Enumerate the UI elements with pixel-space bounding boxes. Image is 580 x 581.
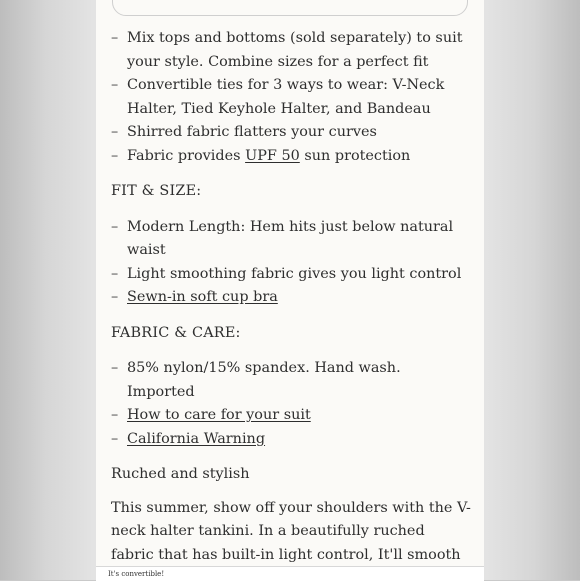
- fit-item: [111, 286, 471, 310]
- sewn-in-bra-link[interactable]: Sewn-in soft cup bra: [127, 289, 278, 305]
- description-content: [111, 27, 471, 566]
- fabric-care-heading: FABRIC & CARE:: [111, 324, 241, 341]
- description-body: This summer, show off your shoulders with the V-neck halter tankini. In a beautifully ruched fabric that has built-in light control, It'll smooth: [111, 499, 471, 563]
- feature-item-upf: [111, 145, 471, 169]
- caption-bar: [96, 566, 484, 581]
- fit-item: [111, 216, 471, 263]
- feature-item-ties: [111, 74, 471, 121]
- care-item: [111, 404, 471, 428]
- fabric-care-list: [111, 357, 471, 451]
- feature-item-shirred: [111, 121, 471, 145]
- feature-text: Shirred fabric flatters your curves: [127, 124, 377, 140]
- product-description-panel: [96, 0, 484, 566]
- feature-text: Convertible ties for 3 ways to wear: V-Neck Halter, Tied Keyhole Halter, and Bandeau: [127, 77, 445, 117]
- fit-size-list: [111, 216, 471, 310]
- feature-list: [111, 27, 471, 168]
- top-button-edge[interactable]: [112, 0, 468, 16]
- feature-text: Mix tops and bottoms (sold separately) to suit your style. Combine sizes for a perfect fit: [127, 30, 463, 70]
- upf-link[interactable]: UPF 50: [245, 147, 300, 164]
- feature-text: Fabric provides: [127, 147, 246, 164]
- feature-item-mix: [111, 27, 471, 74]
- feature-text: sun protection: [299, 147, 411, 164]
- fit-item-text: Modern Length: Hem hits just below natural waist: [127, 218, 454, 258]
- california-warning-link[interactable]: California Warning: [127, 430, 266, 447]
- fit-item-text: Light smoothing fabric gives you light control: [127, 265, 462, 282]
- care-item-text: 85% nylon/15% spandex. Hand wash. Imported: [127, 360, 401, 400]
- care-guide-link[interactable]: How to care for your suit: [127, 407, 311, 423]
- caption-text: It's convertible!: [108, 570, 165, 578]
- description-title: Ruched and stylish: [111, 466, 250, 482]
- fit-item: [111, 263, 471, 287]
- care-item: [111, 428, 471, 452]
- fit-size-heading: FIT & SIZE:: [111, 183, 202, 199]
- care-item: [111, 357, 471, 404]
